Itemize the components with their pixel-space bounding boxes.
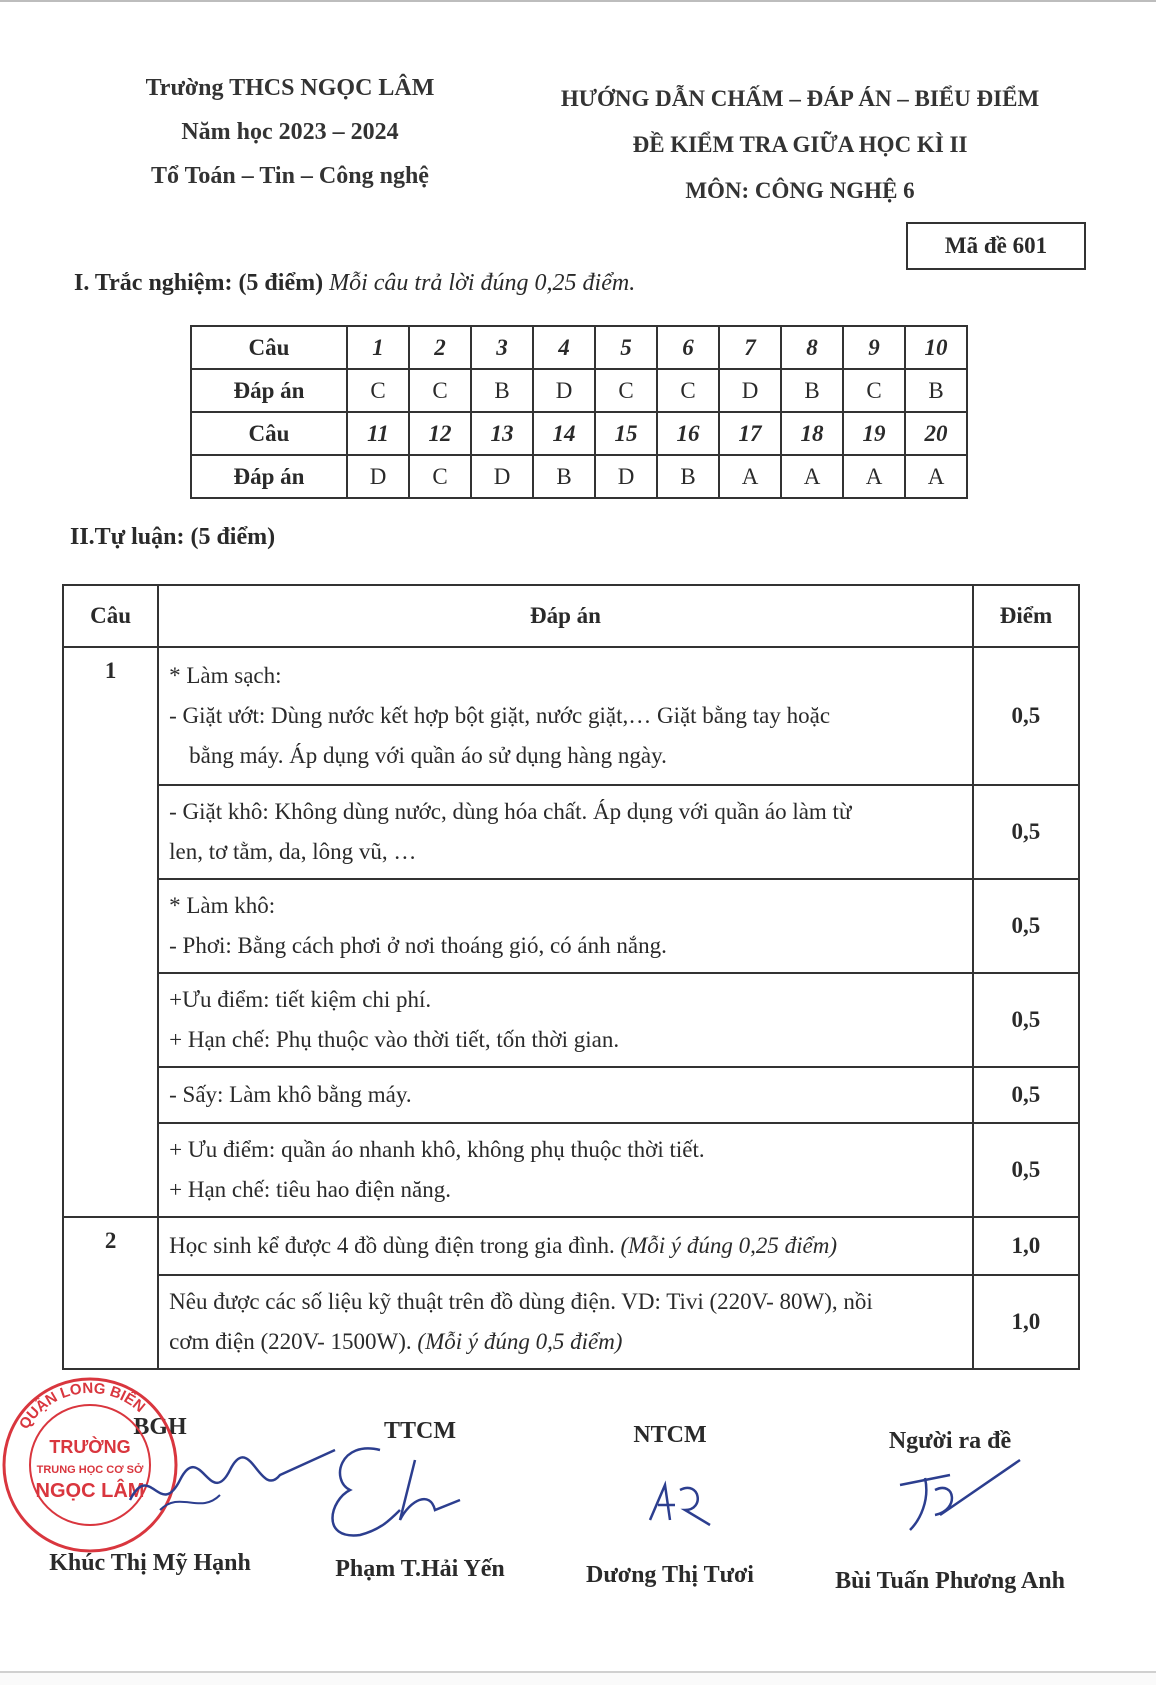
part2-heading xyxy=(70,524,275,551)
score-cell: 0,5 xyxy=(973,647,1079,785)
score-cell: 1,0 xyxy=(973,1217,1079,1275)
document-title: HƯỚNG DẪN CHẤM – ĐÁP ÁN – BIỂU ĐIỂM xyxy=(560,86,1040,111)
answer-content xyxy=(158,647,973,785)
table-row xyxy=(191,412,967,455)
col-header-question: Câu xyxy=(63,585,158,647)
question-number: 7 xyxy=(719,326,781,369)
answer-score-note: (Mỗi ý đúng 0,25 điểm) xyxy=(620,1233,838,1258)
signature-bgh-handwriting xyxy=(120,1440,340,1530)
school-name: Trường THCS NGỌC LÂM xyxy=(145,75,435,101)
signature-name-bgh: Khúc Thị Mỹ Hạnh xyxy=(49,1550,251,1576)
score-cell: 0,5 xyxy=(973,1067,1079,1123)
multiple-choice-answer-table xyxy=(190,325,968,499)
answer-line: len, tơ tằm, da, lông vũ, … xyxy=(169,839,417,864)
answer-cell: C xyxy=(347,369,409,412)
question-number: 6 xyxy=(657,326,719,369)
question-number: 5 xyxy=(595,326,657,369)
answer-cell: D xyxy=(595,455,657,498)
answer-line: Nêu được các số liệu kỹ thuật trên đồ dùng điện. VD: Tivi (220V- 80W), nồi xyxy=(169,1289,873,1314)
question-number: 16 xyxy=(657,412,719,455)
signature-ntcm-handwriting xyxy=(630,1470,720,1540)
answer-content xyxy=(158,1067,973,1123)
question-number: 9 xyxy=(843,326,905,369)
seal-line3: NGỌC LÂM xyxy=(35,1480,145,1502)
question-number: 11 xyxy=(347,412,409,455)
score-cell: 0,5 xyxy=(973,879,1079,973)
score-cell: 0,5 xyxy=(973,973,1079,1067)
signature-name-ntcm: Dương Thị Tươi xyxy=(586,1562,754,1588)
signature-author-handwriting xyxy=(880,1450,1030,1560)
answer-line: - Giặt khô: Không dùng nước, dùng hóa chất. Áp dụng với quần áo làm từ xyxy=(169,799,852,824)
department-name: Tổ Toán – Tin – Công nghệ xyxy=(151,163,429,189)
exam-code-box: Mã đề 601 xyxy=(906,222,1086,270)
answer-cell: D xyxy=(347,455,409,498)
scan-top-edge xyxy=(0,0,1156,6)
answer-cell: B xyxy=(533,455,595,498)
answer-line: - Giặt ướt: Dùng nước kết hợp bột giặt, nước giặt,… Giặt bằng tay hoặc xyxy=(169,703,831,728)
table-row xyxy=(63,1123,1079,1217)
answer-line: + Hạn chế: tiêu hao điện năng. xyxy=(169,1177,451,1202)
question-number: 14 xyxy=(533,412,595,455)
answer-line: Học sinh kể được 4 đồ dùng điện trong gia đình. xyxy=(169,1233,615,1258)
header-right xyxy=(500,76,1100,214)
answer-cell: C xyxy=(409,455,471,498)
answer-content xyxy=(158,785,973,879)
answer-line: * Làm khô: xyxy=(169,893,276,918)
answer-cell: D xyxy=(471,455,533,498)
answer-cell: A xyxy=(719,455,781,498)
col-header-answer: Đáp án xyxy=(158,585,973,647)
exam-title: ĐỀ KIỂM TRA GIỮA HỌC KÌ II xyxy=(632,132,968,157)
seal-outer-text: QUẬN LONG BIÊN xyxy=(15,1379,149,1433)
header-left xyxy=(100,66,480,198)
question-number: 15 xyxy=(595,412,657,455)
table-row xyxy=(191,455,967,498)
answer-cell: A xyxy=(843,455,905,498)
answer-content xyxy=(158,1217,973,1275)
table-row xyxy=(191,369,967,412)
answer-cell: C xyxy=(409,369,471,412)
score-cell: 0,5 xyxy=(973,785,1079,879)
table-row xyxy=(191,326,967,369)
question-number: 1 xyxy=(347,326,409,369)
table-row xyxy=(63,973,1079,1067)
question-number: 12 xyxy=(409,412,471,455)
answer-cell: D xyxy=(533,369,595,412)
answer-line: bằng máy. Áp dụng với quần áo sử dụng hàng ngày. xyxy=(189,743,667,768)
school-year: Năm học 2023 – 2024 xyxy=(181,119,399,145)
seal-line2: TRUNG HỌC CƠ SỞ xyxy=(36,1464,144,1476)
answer-cell: A xyxy=(905,455,967,498)
answer-line: + Hạn chế: Phụ thuộc vào thời tiết, tốn thời gian. xyxy=(169,1027,620,1052)
question-number: 4 xyxy=(533,326,595,369)
seal-line1: TRƯỜNG xyxy=(49,1437,131,1457)
answer-cell: B xyxy=(471,369,533,412)
table-row xyxy=(63,785,1079,879)
question-number: 19 xyxy=(843,412,905,455)
question-number: 8 xyxy=(781,326,843,369)
question-number: 17 xyxy=(719,412,781,455)
signature-title-ttcm: TTCM xyxy=(384,1418,456,1444)
answer-score-note: (Mỗi ý đúng 0,5 điểm) xyxy=(417,1329,623,1354)
answer-line: +Ưu điểm: tiết kiệm chi phí. xyxy=(169,987,432,1012)
answer-line: * Làm sạch: xyxy=(169,663,282,688)
essay-answer-table xyxy=(62,584,1080,1370)
table-row xyxy=(63,1217,1079,1275)
signature-title-author: Người ra đề xyxy=(888,1428,1012,1454)
signature-ttcm-handwriting xyxy=(320,1430,480,1550)
answer-line: - Phơi: Bằng cách phơi ở nơi thoáng gió, có ánh nắng. xyxy=(169,933,667,958)
question-number: 13 xyxy=(471,412,533,455)
table-header-row xyxy=(63,585,1079,647)
question-number: 18 xyxy=(781,412,843,455)
answer-line: - Sấy: Làm khô bằng máy. xyxy=(169,1082,412,1107)
answer-cell: B xyxy=(905,369,967,412)
answer-line: cơm điện (220V- 1500W). xyxy=(169,1329,412,1354)
question-number: 1 xyxy=(63,647,158,1217)
table-row xyxy=(63,647,1079,785)
answer-line: + Ưu điểm: quần áo nhanh khô, không phụ thuộc thời tiết. xyxy=(169,1137,705,1162)
answer-cell: B xyxy=(781,369,843,412)
answer-cell: D xyxy=(719,369,781,412)
signature-name-ttcm: Phạm T.Hải Yến xyxy=(335,1556,505,1582)
answer-content xyxy=(158,973,973,1067)
answer-cell: C xyxy=(595,369,657,412)
scan-bottom-edge xyxy=(0,1671,1156,1685)
table-row xyxy=(63,1067,1079,1123)
answer-label: Đáp án xyxy=(191,369,347,412)
col-header-score: Điểm xyxy=(973,585,1079,647)
answer-label: Đáp án xyxy=(191,455,347,498)
question-number: 3 xyxy=(471,326,533,369)
question-number: 20 xyxy=(905,412,967,455)
table-row xyxy=(63,879,1079,973)
signature-title-ntcm: NTCM xyxy=(633,1422,707,1448)
part2-title: II.Tự luận: (5 điểm) xyxy=(70,524,276,550)
question-number: 2 xyxy=(409,326,471,369)
question-label: Câu xyxy=(191,412,347,455)
score-cell: 0,5 xyxy=(973,1123,1079,1217)
signature-title-bgh: BGH xyxy=(133,1414,187,1440)
question-label: Câu xyxy=(191,326,347,369)
table-row xyxy=(63,1275,1079,1369)
question-number: 10 xyxy=(905,326,967,369)
answer-cell: C xyxy=(843,369,905,412)
question-number: 2 xyxy=(63,1217,158,1369)
subject-title: MÔN: CÔNG NGHỆ 6 xyxy=(685,178,915,203)
answer-content xyxy=(158,1123,973,1217)
score-cell: 1,0 xyxy=(973,1275,1079,1369)
answer-content xyxy=(158,1275,973,1369)
part1-heading xyxy=(74,270,635,297)
part1-note: Mỗi câu trả lời đúng 0,25 điểm. xyxy=(329,270,636,296)
answer-cell: B xyxy=(657,455,719,498)
answer-cell: A xyxy=(781,455,843,498)
answer-cell: C xyxy=(657,369,719,412)
signature-name-author: Bùi Tuấn Phương Anh xyxy=(835,1568,1065,1594)
answer-content xyxy=(158,879,973,973)
part1-title: I. Trắc nghiệm: (5 điểm) xyxy=(74,270,324,296)
